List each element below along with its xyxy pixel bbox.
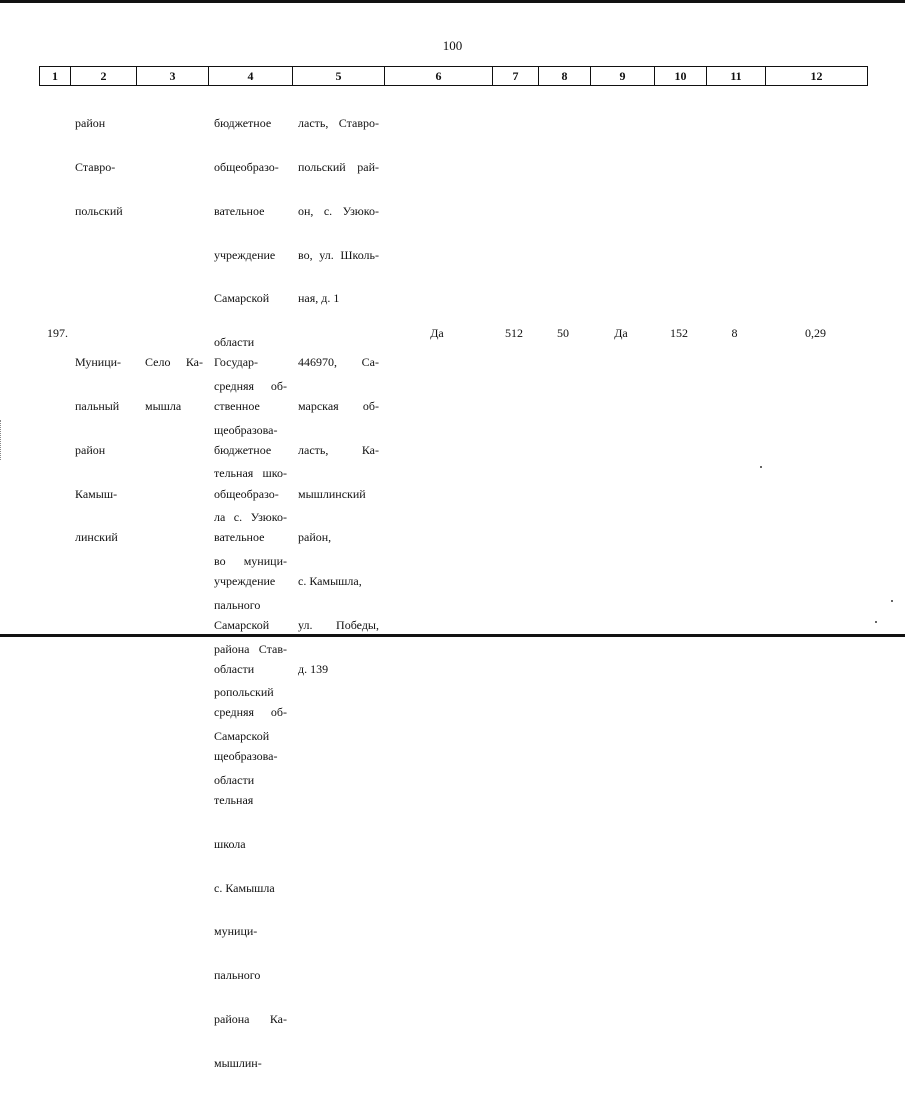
text-line: ласть, Ставро- bbox=[298, 116, 379, 131]
text-line: линский bbox=[75, 530, 118, 545]
text-line: во муници- bbox=[214, 554, 287, 568]
column-header-3: 3 bbox=[137, 67, 209, 86]
text-line: Камыш- bbox=[75, 486, 118, 501]
text-line: Село Ка- bbox=[145, 355, 203, 370]
page-number: 100 bbox=[442, 38, 463, 53]
row-number: 197. bbox=[47, 326, 68, 340]
row-197-institution-name bbox=[214, 326, 287, 1099]
text-line: Ставро- bbox=[75, 159, 116, 174]
bottom-border-rule bbox=[0, 634, 905, 637]
text-line: с. Камышла bbox=[214, 880, 275, 895]
text-line: во, ул. Школь- bbox=[298, 247, 379, 262]
text-line: бюджетное bbox=[214, 116, 272, 131]
column-header-7: 7 bbox=[493, 67, 539, 86]
column-header-6: 6 bbox=[385, 67, 493, 86]
text-line: тельная bbox=[214, 793, 254, 807]
column-header-4: 4 bbox=[209, 67, 293, 86]
text-line: района Став- bbox=[214, 641, 287, 656]
text-line: вательное bbox=[214, 203, 265, 218]
text-line: 446970, Са- bbox=[298, 355, 379, 370]
text-line: муници- bbox=[214, 924, 258, 939]
text-line: марская об- bbox=[298, 398, 379, 413]
row-197-col8-value: 50 bbox=[557, 326, 569, 340]
column-header-2: 2 bbox=[71, 67, 137, 86]
text-line: средняя об- bbox=[214, 705, 287, 720]
text-line: ная, д. 1 bbox=[298, 291, 340, 306]
column-header-11: 11 bbox=[707, 67, 766, 86]
row-197-col10-value: 152 bbox=[670, 326, 688, 340]
text-line: Самарской bbox=[214, 291, 270, 306]
text-line: средняя об- bbox=[214, 378, 287, 393]
text-line: мышлинский bbox=[298, 486, 366, 501]
text-line: пального bbox=[214, 597, 261, 612]
text-line: ственное bbox=[214, 398, 260, 413]
continued-row-address bbox=[298, 87, 379, 335]
scan-speck bbox=[875, 621, 877, 623]
column-header-5: 5 bbox=[293, 67, 385, 86]
text-line: учреждение bbox=[214, 247, 276, 262]
text-line: щеобразова- bbox=[214, 749, 278, 764]
text-line: школа bbox=[214, 836, 246, 851]
text-line: тельная шко- bbox=[214, 466, 287, 481]
continued-row-district bbox=[75, 87, 137, 248]
column-header-table bbox=[39, 66, 868, 86]
column-header-row bbox=[40, 67, 868, 86]
text-line: мышлин- bbox=[214, 1055, 262, 1070]
row-197-col9-value: Да bbox=[614, 326, 628, 340]
row-197-settlement bbox=[145, 326, 203, 443]
scan-edge-marks bbox=[0, 420, 3, 460]
column-header-12: 12 bbox=[766, 67, 868, 86]
text-line: бюджетное bbox=[214, 442, 272, 457]
text-line: района Ка- bbox=[214, 1011, 287, 1026]
text-line: д. 139 bbox=[298, 661, 329, 676]
text-line: пального bbox=[214, 968, 261, 983]
text-line: пальный bbox=[75, 398, 120, 413]
text-line: район bbox=[75, 442, 106, 457]
column-header-10: 10 bbox=[655, 67, 707, 86]
text-line: польский рай- bbox=[298, 159, 379, 174]
text-line: польский bbox=[75, 203, 123, 218]
text-line: Самарской bbox=[214, 617, 270, 632]
text-line: области bbox=[214, 661, 255, 676]
text-line: Муници- bbox=[75, 355, 122, 370]
text-line: ла с. Узюко- bbox=[214, 510, 287, 525]
text-line: общеобразо- bbox=[214, 159, 279, 174]
column-header-1: 1 bbox=[40, 67, 71, 86]
text-line: вательное bbox=[214, 530, 265, 545]
text-line: мышла bbox=[145, 398, 182, 413]
row-197-col6-value: Да bbox=[430, 326, 444, 340]
text-line: области bbox=[214, 335, 255, 350]
scan-speck bbox=[891, 600, 893, 602]
text-line: ласть, Ка- bbox=[298, 442, 379, 457]
text-line: с. Камышла, bbox=[298, 574, 362, 589]
text-line: области bbox=[214, 772, 255, 787]
text-line: район bbox=[75, 116, 106, 131]
row-197-col12-value: 0,29 bbox=[805, 326, 826, 340]
text-line: Самарской bbox=[214, 729, 270, 744]
text-line: район, bbox=[298, 530, 332, 545]
text-line: ропольский bbox=[214, 685, 274, 700]
row-197-col7-value: 512 bbox=[505, 326, 523, 340]
scan-speck bbox=[760, 466, 762, 468]
top-border-rule bbox=[0, 0, 905, 3]
text-line: он, с. Узюко- bbox=[298, 203, 379, 218]
row-197-col11-value: 8 bbox=[731, 326, 738, 340]
text-line: ул. Победы, bbox=[298, 617, 379, 632]
text-line: общеобразо- bbox=[214, 486, 279, 501]
text-line: щеобразова- bbox=[214, 422, 278, 437]
text-line: учреждение bbox=[214, 574, 276, 589]
column-header-8: 8 bbox=[539, 67, 591, 86]
row-197-district bbox=[75, 326, 137, 574]
text-line: Государ- bbox=[214, 355, 259, 370]
row-197-address bbox=[298, 326, 379, 705]
column-header-9: 9 bbox=[591, 67, 655, 86]
